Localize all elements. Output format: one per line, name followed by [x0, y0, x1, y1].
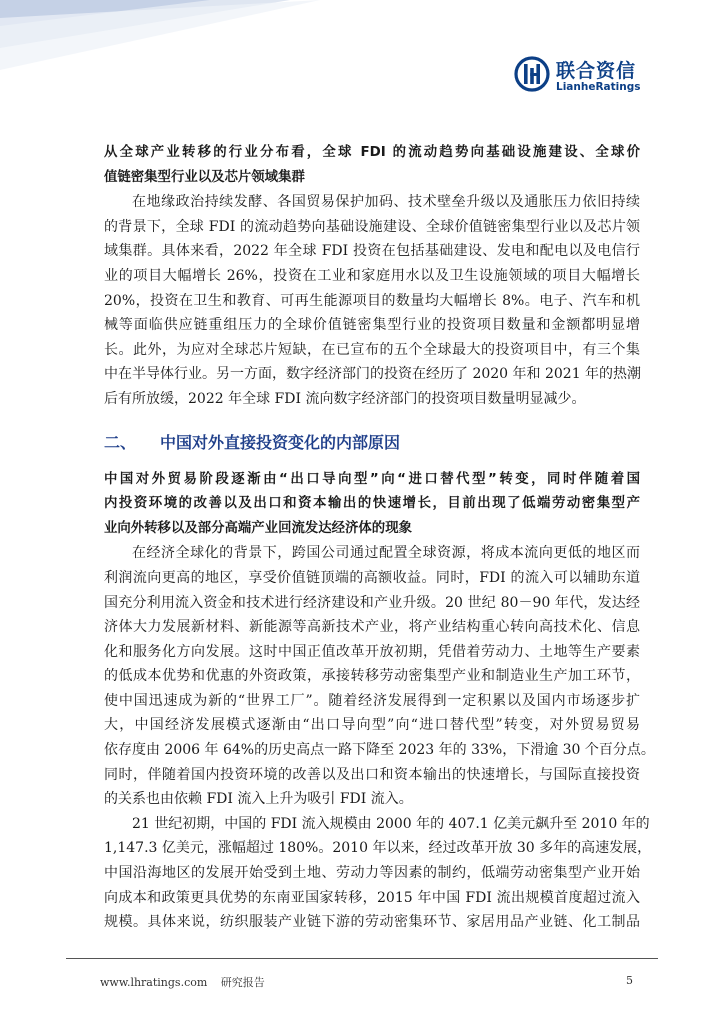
report-body	[104, 141, 655, 935]
logo-chinese-name: 联合资信	[556, 60, 637, 82]
text-line: 在地缘政治持续发酵、各国贸易保护加码、技术壁垒升级以及通胀压力依旧持续	[132, 194, 640, 211]
text-line: 依存度由 2006 年 64%的历史高点一路下降至 2023 年的 33%，下滑逾 30 个百分点。	[104, 742, 655, 759]
footer-website[interactable]: www.lhratings.com	[100, 976, 208, 989]
text-line: 业向外转移以及部分高端产业回流发达经济体的现象	[104, 520, 412, 536]
footer-report-label: 研究报告	[220, 976, 265, 989]
footer-left	[100, 974, 275, 990]
text-line: 域集群。具体来看，2022 年全球 FDI 投资在包括基础建设、发电和配电以及电信行	[104, 243, 640, 260]
bold-summary-paragraph	[104, 141, 640, 190]
text-line: 内投资环境的改善以及出口和资本输出的快速增长，目前出现了低端劳动密集型产	[104, 496, 640, 512]
text-line: 中国对外贸易阶段逐渐由“出口导向型”向“进口替代型”转变，同时伴随着国	[104, 471, 640, 487]
body-paragraph	[104, 541, 655, 812]
text-line: 在经济全球化的背景下，跨国公司通过配置全球资源，将成本流向更低的地区而	[132, 545, 640, 562]
text-line: 的低成本优势和优惠的外资政策，承接转移劳动密集型产业和制造业生产加工环节，	[104, 668, 640, 685]
text-line: 化和服务化方向发展。这时中国正值改革开放初期，凭借着劳动力、土地等生产要素	[104, 643, 640, 660]
lianhe-logo-icon	[514, 56, 550, 92]
section-title: 中国对外直接投资变化的内部原因	[160, 432, 401, 452]
text-line: 械等面临供应链重组压力的全球价值链密集型行业的投资项目数量和金额都明显增	[104, 317, 640, 334]
text-line: 的关系也由依赖 FDI 流入上升为吸引 FDI 流入。	[104, 791, 413, 808]
text-line: 从全球产业转移的行业分布看，全球 FDI 的流动趋势向基础设施建设、全球价	[104, 145, 640, 160]
text-line: 国充分利用流入资金和技术进行经济建设和产业升级。20 世纪 80－90 年代，发达经	[104, 594, 640, 611]
text-line: 21 世纪初期，中国的 FDI 流入规模由 2000 年的 407.1 亿美元飙升至 2010 年的	[132, 815, 650, 832]
text-line: 利润流向更高的地区，享受价值链顶端的高额收益。同时，FDI 的流入可以辅助东道	[104, 569, 640, 586]
text-line: 中国沿海地区的发展开始受到土地、劳动力等因素的制约，低端劳动密集型产业开始	[104, 865, 640, 882]
text-line: 济体大力发展新材料、新能源等高新技术产业，将产业结构重心转向高技术化、信息	[104, 619, 640, 636]
text-line: 中在半导体行业。另一方面，数字经济部门的投资在经历了 2020 年和 2021 年的热潮	[104, 366, 642, 383]
logo-english-name: LianheRatings	[556, 81, 641, 93]
page-number: 5	[626, 974, 633, 987]
text-line: 后有所放缓，2022 年全球 FDI 流向数字经济部门的投资项目数量明显减少。	[104, 390, 586, 407]
text-line: 长。此外，为应对全球芯片短缺，在已宣布的五个全球最大的投资项目中，有三个集	[104, 341, 640, 358]
text-line: 大，中国经济发展模式逐渐由“出口导向型”向“进口替代型”转变，对外贸易贸易	[104, 717, 640, 734]
text-line: 向成本和政策更具优势的东南亚国家转移，2015 年中国 FDI 流出规模首度超过流入	[104, 889, 640, 906]
text-line: 1,147.3 亿美元，涨幅超过 180%。2010 年以来，经过改革开放 30 多年的高速发展，	[104, 840, 652, 857]
text-line: 业的项目大幅增长 26%，投资在工业和家庭用水以及卫生设施领域的项目大幅增长	[104, 267, 640, 284]
text-line: 20%，投资在卫生和教育、可再生能源项目的数量均大幅增长 8%。电子、汽车和机	[104, 292, 640, 309]
bold-summary-paragraph	[104, 468, 640, 542]
text-line: 值链密集型行业以及芯片领域集群	[104, 169, 305, 185]
footer-divider	[66, 958, 658, 959]
lianhe-logo	[514, 56, 650, 96]
text-line: 规模。具体来说，纺织服装产业链下游的劳动密集环节、家居用品产业链、化工制品	[104, 914, 640, 931]
text-line: 使中国迅速成为新的“世界工厂”。随着经济发展得到一定积累以及国内市场逐步扩	[104, 692, 640, 709]
text-line: 同时，伴随着国内投资环境的改善以及出口和资本输出的快速增长，与国际直接投资	[104, 766, 640, 783]
body-paragraph	[104, 812, 652, 935]
body-paragraph	[104, 190, 640, 411]
text-line: 的背景下，全球 FDI 的流动趋势向基础设施建设、全球价值链密集型行业以及芯片领	[104, 218, 640, 235]
section-number: 二、	[104, 432, 137, 452]
section-heading	[104, 426, 640, 460]
